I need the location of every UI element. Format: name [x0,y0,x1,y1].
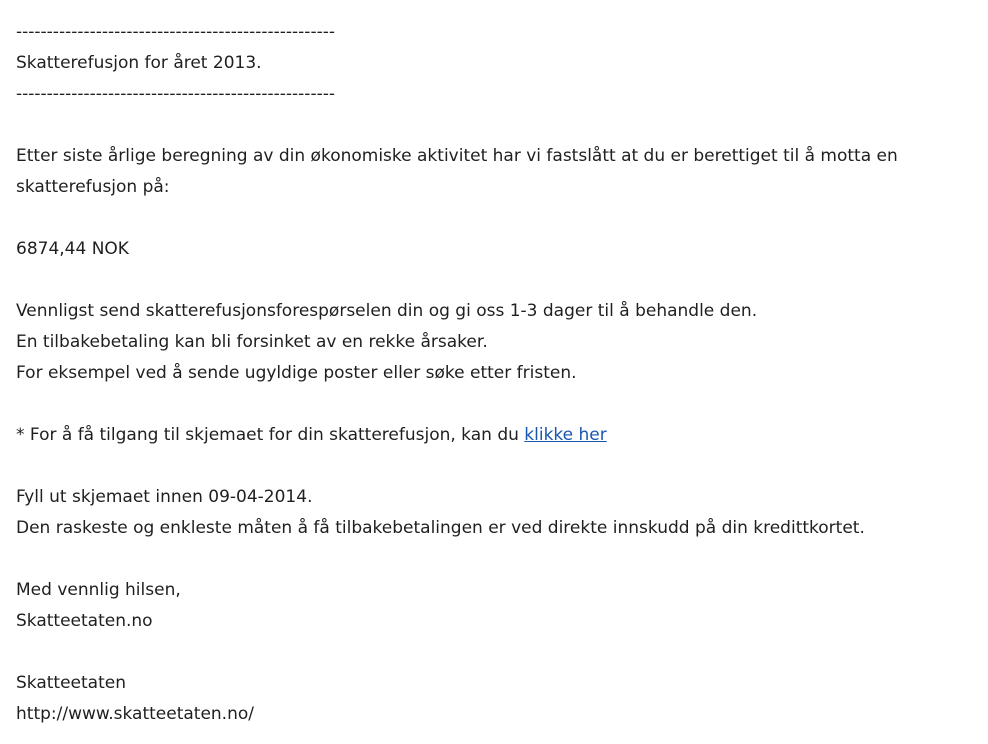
intro-line-1: Etter siste årlige beregning av din økonomiske aktivitet har vi fastslått at du er berettiget til å motta en [16,146,898,166]
spacer [16,544,966,575]
spacer [16,203,966,234]
access-instruction [16,420,966,451]
deadline-line: Fyll ut skjemaet innen 09-04-2014. [16,487,313,507]
spacer [16,451,966,482]
spacer [16,265,966,296]
signature-url: http://www.skatteetaten.no/ [16,704,254,724]
email-subject-line: Skatterefusjon for året 2013. [16,53,262,73]
separator-top: ---------------------------------------------------- [16,22,335,42]
spacer [16,637,966,668]
instructions-line-1: Vennligst send skatterefusjonsforespørselen din og gi oss 1-3 dager til å behandle den. [16,301,758,321]
closing-greeting: Med vennlig hilsen, [16,580,181,600]
spacer [16,110,966,141]
refund-method-line: Den raskeste og enkleste måten å få tilbakebetalingen er ved direkte innskudd på din kredittkortet. [16,518,865,538]
click-here-link[interactable]: klikke her [524,425,607,445]
closing-org: Skatteetaten.no [16,611,153,631]
refund-amount: 6874,44 NOK [16,239,129,259]
instructions-line-3: For eksempel ved å sende ugyldige poster eller søke etter fristen. [16,363,577,383]
instructions-line-2: En tilbakebetaling kan bli forsinket av en rekke årsaker. [16,332,488,352]
email-body [16,17,966,730]
signature-name: Skatteetaten [16,673,126,693]
access-prefix-text: * For å få tilgang til skjemaet for din skatterefusjon, kan du [16,425,525,445]
intro-line-2: skatterefusjon på: [16,177,170,197]
separator-bottom: ---------------------------------------------------- [16,84,335,104]
spacer [16,389,966,420]
